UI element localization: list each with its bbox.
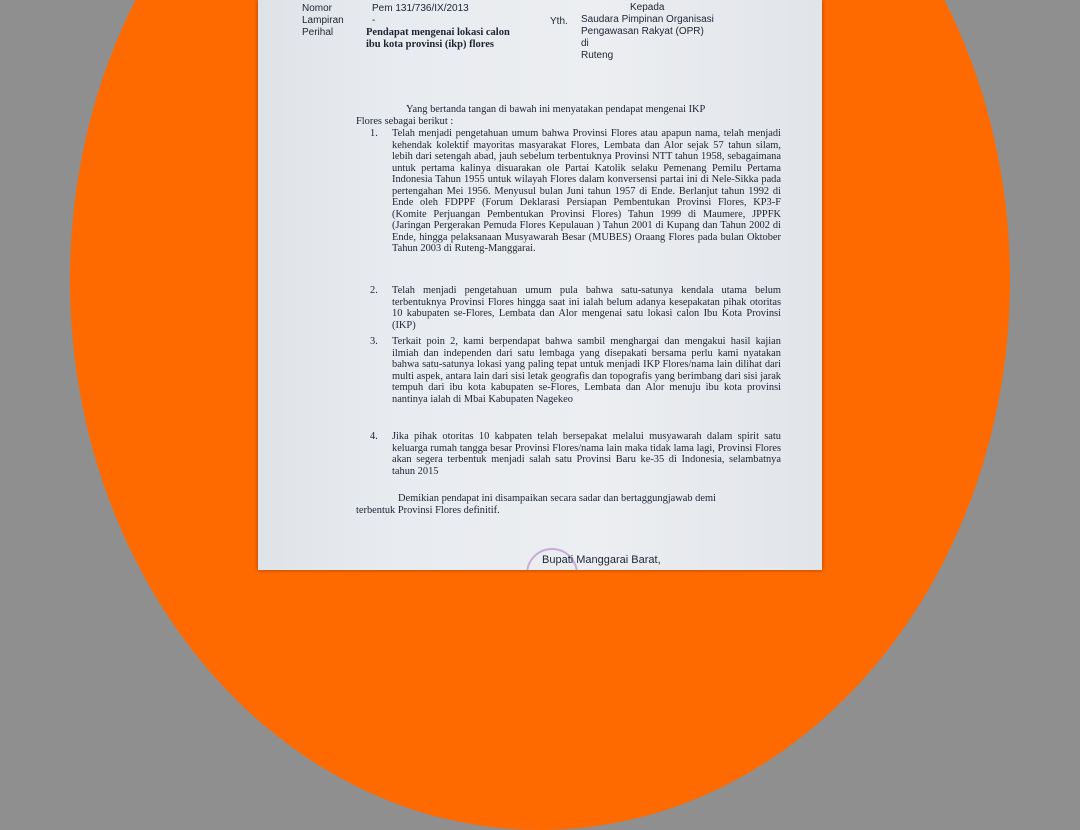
recipient-line-3: di: [581, 38, 589, 49]
item-number: 4.: [370, 431, 378, 442]
item-text: Terkait poin 2, kami berpendapat bahwa sambil menghargai dan mengakui hasil kajian ilmiah dan independen dari satu lembaga yang disepakati bersama perlu kami nyatakan bahwa satu-satunya lokasi yang paling tepat untuk menjadi IKP Flores/nama lain dilihat dari multi aspek, antara lain dari sisi letak geografis dan topografis yang berimbang dari sisi jarak tempuh dari ibu kota kabupaten se-Flores, Lembata dan Alor menuju ibu kota provinsi nantinya ialah di Mbai Kabupaten Nagekeo: [392, 336, 781, 405]
lampiran-label: Lampiran: [302, 15, 344, 26]
item-text: Telah menjadi pengetahuan umum bahwa Provinsi Flores atau apapun nama, telah menjadi kehendak kolektif mayoritas masyarakat Flores, Lembata dan Alor sejak 57 tahun silam, lebih dari setengah abad, jauh sebelum terbentuknya Provinsi NTT tahun 1958, sebagaimana untuk pertama kalinya disuarakan ole Partai Katolik selaku Pemenang Pemilu Pertama Indonesia Tahun 1955 untuk wilayah Flores dalam konversensi partai ini di Nele-Sikka pada pertengahan Mei 1956. Menyusul bulan Juni tahun 1957 di Ende. Berlanjut tahun 1992 di Ende oleh FDPPF (Forum Deklarasi Persiapan Pembentukan Provinsi Flores, KP3-F (Komite Perjuangan Pembentukan Provinsi Flores) Tahun 1999 di Maumere, JPPFK (Jaringan Pergerakan Pemuda Flores Kepulauan ) Tahun 2001 di Kupang dan Tahun 2002 di Ende, hingga pelaksanaan Musyawarah Besar (MUBES) Oraang Flores pada bulan Oktober Tahun 2003 di Ruteng-Manggarai.: [392, 128, 781, 254]
recipient-line-2: Pengawasan Rakyat (OPR): [581, 26, 704, 37]
item-number: 2.: [370, 285, 378, 296]
nomor-label: Nomor: [302, 3, 333, 14]
recipient-line-1: Saudara Pimpinan Organisasi: [581, 14, 714, 25]
signature-title: Bupati Manggarai Barat,: [542, 554, 661, 566]
kepada-label: Kepada: [630, 2, 665, 13]
intro-line-2: Flores sebagai berikut :: [356, 116, 454, 127]
closing-line-1: Demikian pendapat ini disampaikan secara sadar dan bertaggungjawab demi: [398, 493, 716, 504]
perihal-label: Perihal: [302, 27, 334, 38]
letter-page: [258, 0, 822, 570]
yth-label: Yth.: [550, 16, 568, 27]
nomor-value: Pem 131/736/IX/2013: [372, 3, 469, 14]
perihal-value-line-1: Pendapat mengenai lokasi calon: [366, 27, 510, 38]
item-text: Telah menjadi pengetahuan umum pula bahwa satu-satunya kendala utama belum terbentuknya Provinsi Flores hingga saat ini ialah belum adanya kesepakatan pihak otoritas 10 kabupaten se-Flores, Lembata dan Alor mengenai satu lokasi calon Ibu Kota Provinsi (IKP): [392, 285, 781, 331]
item-text: Jika pihak otoritas 10 kabpaten telah bersepakat melalui musyawarah dalam spirit satu keluarga rumah tangga besar Provinsi Flores/nama lain maka tidak lama lagi, Provinsi Flores akan segera terbentuk menjadi salah satu Provinsi Baru ke-35 di Indonesia, selambatnya tahun 2015: [392, 431, 781, 477]
closing-line-2: terbentuk Provinsi Flores definitif.: [356, 505, 500, 516]
lampiran-value: -: [372, 15, 376, 26]
item-number: 3.: [370, 336, 378, 347]
intro-line-1: Yang bertanda tangan di bawah ini menyatakan pendapat mengenai IKP: [406, 104, 706, 115]
item-number: 1.: [370, 128, 378, 139]
recipient-line-4: Ruteng: [581, 50, 614, 61]
perihal-value-line-2: ibu kota provinsi (ikp) flores: [366, 39, 494, 50]
